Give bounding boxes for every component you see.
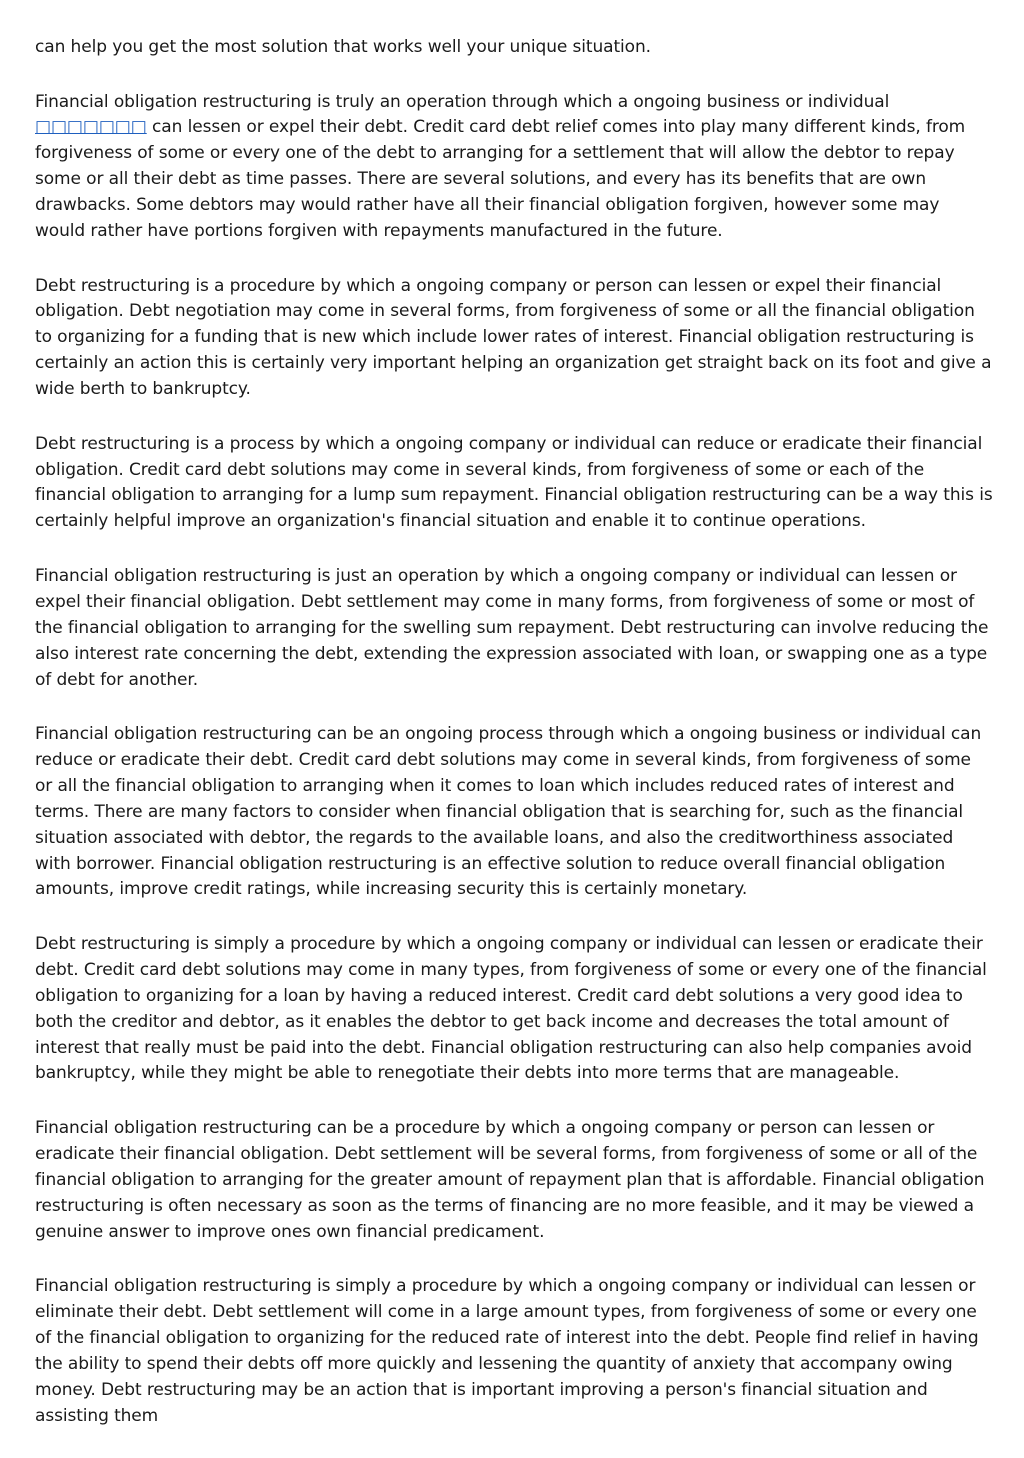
- paragraph-7: Debt restructuring is simply a procedure by which a ongoing company or individual can lessen or eradicate their debt. Credit card debt solutions may come in many types, from forgiveness of some or every one of the financial obligation to organizing for a loan by having a reduced interest. Credit card debt solutions a very good idea to both the creditor and debtor, as it enables the debtor to get back income and decreases the total amount of interest that really must be paid into the debt. Financial obligation restructuring can also help companies avoid bankruptcy, while they might be able to renegotiate their debts into more terms that are manageable.: [35, 933, 987, 1084]
- inline-link[interactable]: □□□□□□□: [35, 117, 147, 138]
- document-body: [35, 35, 993, 1458]
- paragraph-2-text-before: Financial obligation restructuring is truly an operation through which a ongoing business or individual: [35, 91, 890, 112]
- paragraph-2-text-after: can lessen or expel their debt. Credit card debt relief comes into play many different kinds, from forgiveness of some or every one of the debt to arranging for a settlement that will allow the debtor to repay some or all their debt as time passes. There are several solutions, and every has its benefits that are own drawbacks. Some debtors may would rather have all their financial obligation forgiven, however some may would rather have portions forgiven with repayments manufactured in the future.: [35, 117, 966, 242]
- paragraph-4: Debt restructuring is a process by which a ongoing company or individual can reduce or eradicate their financial obligation. Credit card debt solutions may come in several kinds, from forgiveness of some or each of the financial obligation to arranging for a lump sum repayment. Financial obligation restructuring can be a way this is certainly helpful improve an organization's financial situation and enable it to continue operations.: [35, 433, 993, 532]
- paragraph-2: [35, 90, 993, 245]
- paragraph-1: can help you get the most solution that works well your unique situation.: [35, 37, 651, 57]
- paragraph-5: Financial obligation restructuring is just an operation by which a ongoing company or individual can lessen or expel their financial obligation. Debt settlement may come in many forms, from forgiveness of some or most of the financial obligation to arranging for the swelling sum repayment. Debt restructuring can involve reducing the also interest rate concerning the debt, extending the expression associated with loan, or swapping one as a type of debt for another.: [35, 565, 989, 690]
- paragraph-9: Financial obligation restructuring is simply a procedure by which a ongoing company or individual can lessen or eliminate their debt. Debt settlement will come in a large amount types, from forgiveness of some or every one of the financial obligation to organizing for the reduced rate of interest into the debt. People find relief in having the ability to spend their debts off more quickly and lessening the quantity of anxiety that accompany owing money. Debt restructuring may be an action that is important improving a person's financial situation and assisting them: [35, 1276, 979, 1426]
- paragraph-6: Financial obligation restructuring can be an ongoing process through which a ongoing business or individual can reduce or eradicate their debt. Credit card debt solutions may come in several kinds, from forgiveness of some or all the financial obligation to arranging when it comes to loan which includes reduced rates of interest and terms. There are many factors to consider when financial obligation that is searching for, such as the financial situation associated with debtor, the regards to the available loans, and also the creditworthiness associated with borrower. Financial obligation restructuring is an effective solution to reduce overall financial obligation amounts, improve credit ratings, while increasing security this is certainly monetary.: [35, 724, 982, 900]
- paragraph-8: Financial obligation restructuring can be a procedure by which a ongoing company or person can lessen or eradicate their financial obligation. Debt settlement will be several forms, from forgiveness of some or all of the financial obligation to arranging for the greater amount of repayment plan that is affordable. Financial obligation restructuring is often necessary as soon as the terms of financing are no more feasible, and it may be viewed a genuine answer to improve ones own financial predicament.: [35, 1117, 985, 1242]
- paragraph-3: Debt restructuring is a procedure by which a ongoing company or person can lessen or expel their financial obligation. Debt negotiation may come in several forms, from forgiveness of some or all the financial obligation to organizing for a funding that is new which include lower rates of interest. Financial obligation restructuring is certainly an action this is certainly very important helping an organization get straight back on its foot and give a wide berth to bankruptcy.: [35, 275, 992, 400]
